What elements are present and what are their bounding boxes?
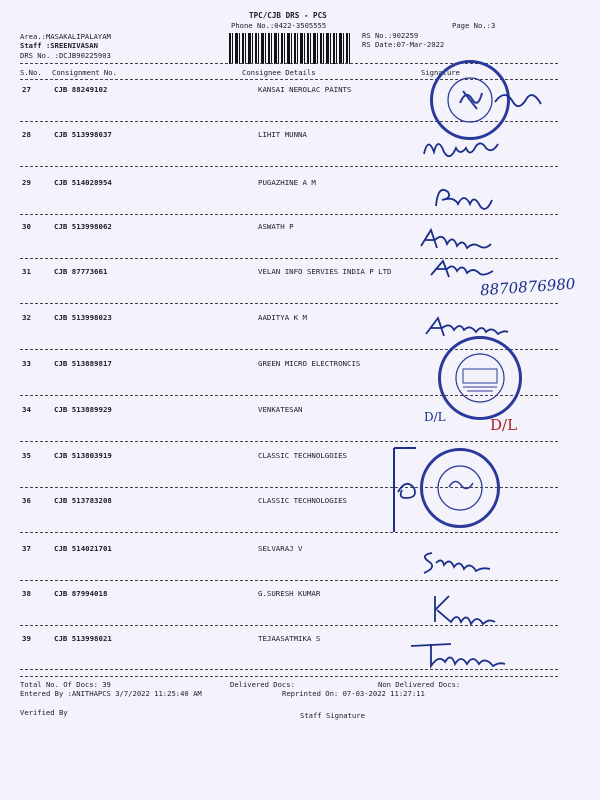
row-sno: 35 — [22, 451, 31, 460]
row-consignment: CJB 513998037 — [54, 130, 112, 139]
row-consignee: PUGAZHINE A M — [258, 178, 316, 187]
stamp-inner-graphic — [423, 451, 497, 525]
total-docs: Total No. Of Docs: 39 — [20, 680, 111, 689]
row-sno: 29 — [22, 178, 31, 187]
signature-row-29 — [430, 178, 510, 214]
row-sno: 28 — [22, 130, 31, 139]
row-sno: 33 — [22, 359, 31, 368]
row-divider — [20, 214, 558, 215]
row-sno: 38 — [22, 589, 31, 598]
entered-by: Entered By :ANITHAPCS 3/7/2022 11:25:40 AM — [20, 689, 202, 698]
row-consignee: CLASSIC TECHNOLOGIES — [258, 496, 347, 505]
page-number: Page No.:3 — [452, 21, 496, 30]
row-sno: 37 — [22, 544, 31, 553]
row-consignment: CJB 513998023 — [54, 313, 112, 322]
row-consignee: SELVARAJ V — [258, 544, 303, 553]
row-consignment: CJB 514021701 — [54, 544, 112, 553]
signature-row-31 — [425, 255, 505, 283]
rs-date: RS Date:07-Mar-2022 — [362, 40, 445, 49]
report-title: TPC/CJB DRS - PCS — [249, 11, 327, 20]
row-consignee: VELAN INFO SERVIES INDIA P LTD — [258, 267, 392, 276]
non-delivered-docs: Non Delivered Docs: — [378, 680, 461, 689]
verified-by: Verified By — [20, 708, 68, 717]
handwritten-dl-2: D/L — [490, 416, 518, 434]
barcode — [229, 33, 350, 64]
row-divider — [20, 441, 558, 442]
row-consignment: CJB 514028954 — [54, 178, 112, 187]
table-row — [0, 178, 600, 225]
signature-row-39 — [405, 636, 515, 670]
phone-number: Phone No.:0422-3505555 — [231, 21, 327, 30]
row-consignee: G.SURESH KUMAR — [258, 589, 321, 598]
row-divider — [20, 580, 558, 581]
row-consignee: VENKATESAN — [258, 405, 303, 414]
row-divider — [20, 166, 558, 167]
row-sno: 39 — [22, 634, 31, 643]
drs-number: DRS No. :DCJB90225903 — [20, 51, 111, 60]
row-consignee: GREEN MICRO ELECTRONCIS — [258, 359, 361, 368]
row-consignee: TEJAASATMIKA S — [258, 634, 321, 643]
signature-row-28 — [420, 132, 510, 166]
area-label: Area.:MASAKALIPALAYAM — [20, 32, 111, 41]
row-consignment: CJB 513889817 — [54, 359, 112, 368]
row-sno: 30 — [22, 222, 31, 231]
row-sno: 36 — [22, 496, 31, 505]
row-consignment: CJB 513889929 — [54, 405, 112, 414]
divider — [20, 676, 558, 677]
row-consignee: LIHIT MUNNA — [258, 130, 307, 139]
green-micro-stamp — [438, 336, 522, 420]
row-consignment: CJB 513998062 — [54, 222, 112, 231]
row-divider — [20, 303, 558, 304]
staff-label: Staff :SREENIVASAN — [20, 41, 98, 50]
row-consignment: CJB 87994018 — [54, 589, 108, 598]
handwritten-dl-1: D/L — [424, 410, 446, 424]
table-row — [0, 222, 600, 269]
table-row — [0, 544, 600, 591]
col-consignment: Consignment No. — [52, 68, 117, 77]
row-sno: 31 — [22, 267, 31, 276]
row-consignee: AADITYA K M — [258, 313, 307, 322]
col-signature: Signature — [421, 68, 460, 77]
row-consignment: CJB 88249102 — [54, 85, 108, 94]
table-row — [0, 589, 600, 636]
classic-technologies-stamp — [420, 448, 500, 528]
table-row — [0, 451, 600, 498]
col-sno: S.No. — [20, 68, 42, 77]
signature-row-38 — [425, 590, 505, 626]
signature-row-27 — [490, 82, 550, 112]
signature-row-37 — [418, 545, 508, 575]
row-consignment: CJB 87773661 — [54, 267, 108, 276]
row-sno: 32 — [22, 313, 31, 322]
row-consignee: KANSAI NEROLAC PAINTS — [258, 85, 352, 94]
signature-row-30 — [415, 224, 505, 254]
stamp-inner-graphic — [441, 339, 519, 417]
delivered-docs: Delivered Docs: — [230, 680, 295, 689]
row-consignment: CJB 513803919 — [54, 451, 112, 460]
row-consignee: CLASSIC TECHNOLGOIES — [258, 451, 347, 460]
reprinted-on: Reprinted On: 07-03-2022 11:27:11 — [282, 689, 425, 698]
row-consignment: CJB 513998021 — [54, 634, 112, 643]
row-sno: 27 — [22, 85, 31, 94]
row-consignment: CJB 513783208 — [54, 496, 112, 505]
staff-signature: Staff Signature — [300, 711, 365, 720]
row-divider — [20, 532, 558, 533]
rs-number: RS No.:902259 — [362, 31, 419, 40]
row-consignee: ASWATH P — [258, 222, 294, 231]
table-row — [0, 496, 600, 543]
row-sno: 34 — [22, 405, 31, 414]
col-consignee: Consignee Details — [242, 68, 316, 77]
table-row — [0, 130, 600, 177]
handwritten-phone: 8870876980 — [479, 274, 576, 300]
